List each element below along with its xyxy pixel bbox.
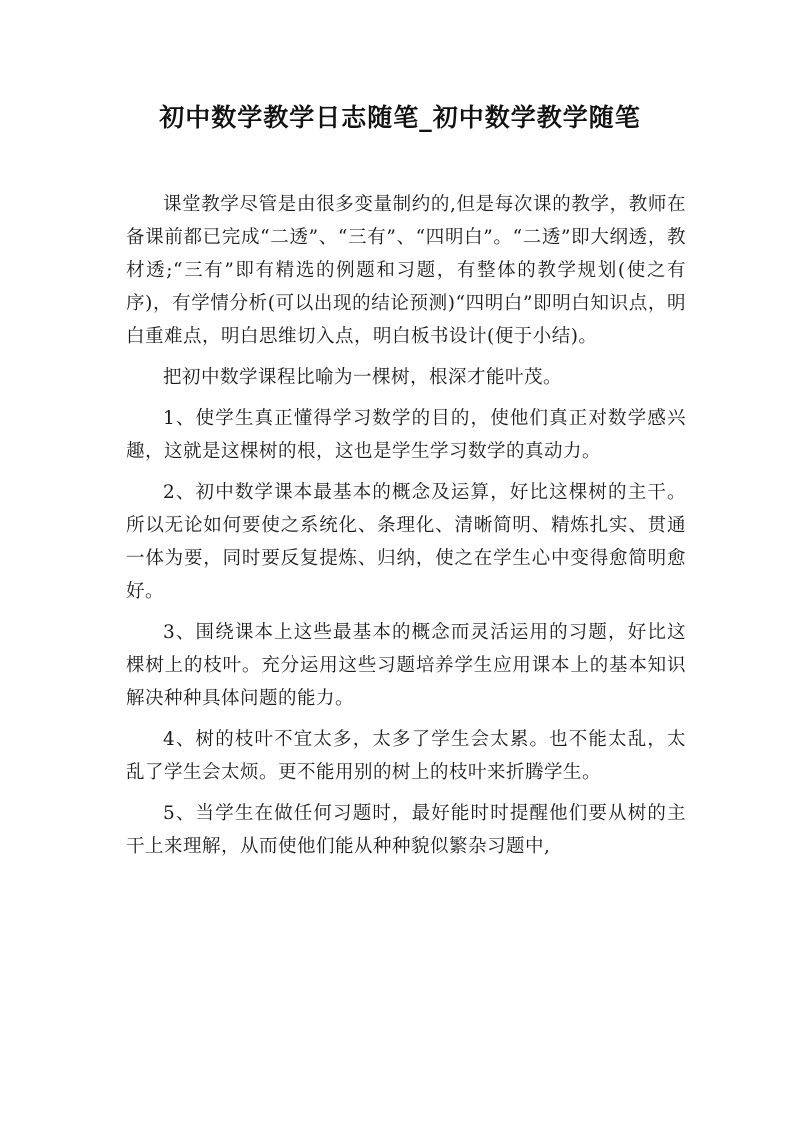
paragraph-tree-metaphor: 把初中数学课程比喻为一棵树，根深才能叶茂。	[163, 367, 563, 388]
paragraph-point-3: 3、围绕课本上这些最基本的概念而灵活运用的习题，好比这棵树上的枝叶。充分运用这些习题培养学生应用课本上的基本知识解决种种具体问题的能力。	[126, 622, 686, 709]
paragraph-point-2: 2、初中数学课本最基本的概念及运算，好比这棵树的主干。所以无论如何要使之系统化、条理化、清晰简明、精炼扎实、贯通一体为要，同时要反复提炼、归纳，使之在学生心中变得愈简明愈好。	[126, 482, 686, 602]
document-title: 初中数学教学日志随笔_初中数学教学随笔	[159, 103, 641, 132]
paragraph-point-1: 1、使学生真正懂得学习数学的目的，使他们真正对数学感兴趣，这就是这棵树的根，这也是学生学习数学的真动力。	[126, 408, 686, 462]
paragraph-intro: 课堂教学尽管是由很多变量制约的,但是每次课的教学，教师在备课前都已完成“二透”、“三有”、“四明白”。“二透”即大纲透，教材透;“三有”即有精选的例题和习题，有整体的教学规划(使之有序)，有学情分析(可以出现的结论预测)“四明白”即明白知识点，明白重难点，明白思维切入点，明白板书设计(便于小结)。	[126, 194, 686, 347]
paragraph-point-4: 4、树的枝叶不宜太多，太多了学生会太累。也不能太乱，太乱了学生会太烦。更不能用别的树上的枝叶来折腾学生。	[126, 729, 686, 783]
paragraph-point-5: 5、当学生在做任何习题时，最好能时时提醒他们要从树的主干上来理解，从而使他们能从种种貌似繁杂习题中,	[126, 803, 686, 857]
document-body	[126, 188, 686, 871]
